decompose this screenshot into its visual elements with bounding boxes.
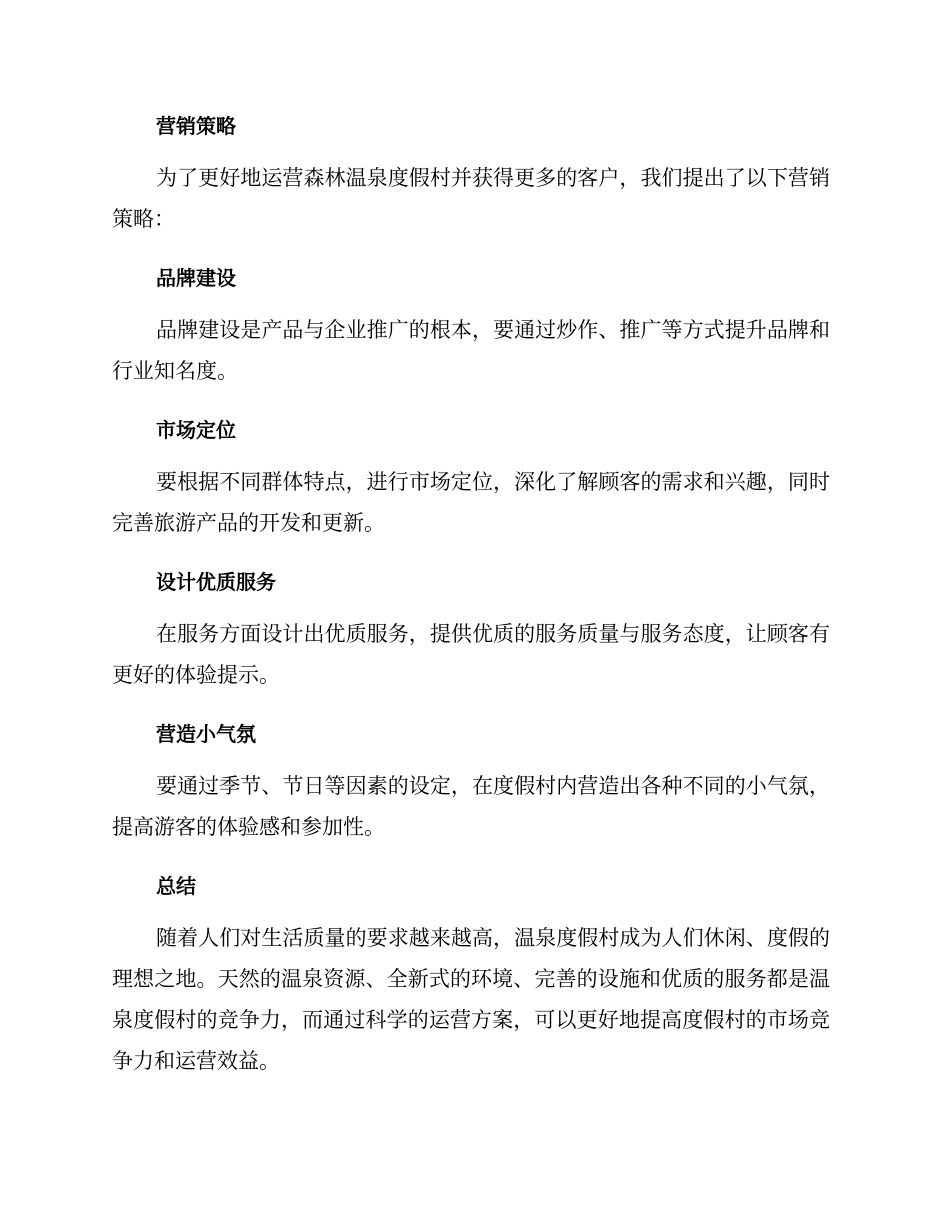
section-heading: 总结 [156, 874, 196, 898]
section-paragraph: 要根据不同群体特点，进行市场定位，深化了解顾客的需求和兴趣，同时完善旅游产品的开发和更新。 [112, 470, 830, 535]
section-heading: 设计优质服务 [156, 570, 276, 594]
section-paragraph: 随着人们对生活质量的要求越来越高，温泉度假村成为人们休闲、度假的理想之地。天然的温泉资源、全新式的环境、完善的设施和优质的服务都是温泉度假村的竞争力，而通过科学的运营方案，可以更好地提高度假村的市场竞争力和运营效益。 [112, 926, 830, 1073]
section-marketing-strategy [112, 106, 830, 240]
section-atmosphere [112, 714, 830, 848]
section-market-positioning [112, 410, 830, 544]
document-page [112, 106, 830, 1100]
section-brand-building [112, 258, 830, 392]
section-heading: 营销策略 [156, 114, 236, 138]
section-paragraph: 要通过季节、节日等因素的设定，在度假村内营造出各种不同的小气氛，提高游客的体验感和参加性。 [112, 774, 830, 839]
section-paragraph: 品牌建设是产品与企业推广的根本，要通过炒作、推广等方式提升品牌和行业知名度。 [112, 318, 830, 383]
section-paragraph: 为了更好地运营森林温泉度假村并获得更多的客户，我们提出了以下营销策略： [112, 166, 830, 231]
section-heading: 市场定位 [156, 418, 236, 442]
section-paragraph: 在服务方面设计出优质服务，提供优质的服务质量与服务态度，让顾客有更好的体验提示。 [112, 622, 830, 687]
section-summary [112, 866, 830, 1082]
section-heading: 品牌建设 [156, 266, 236, 290]
section-heading: 营造小气氛 [156, 722, 256, 746]
section-quality-service [112, 562, 830, 696]
